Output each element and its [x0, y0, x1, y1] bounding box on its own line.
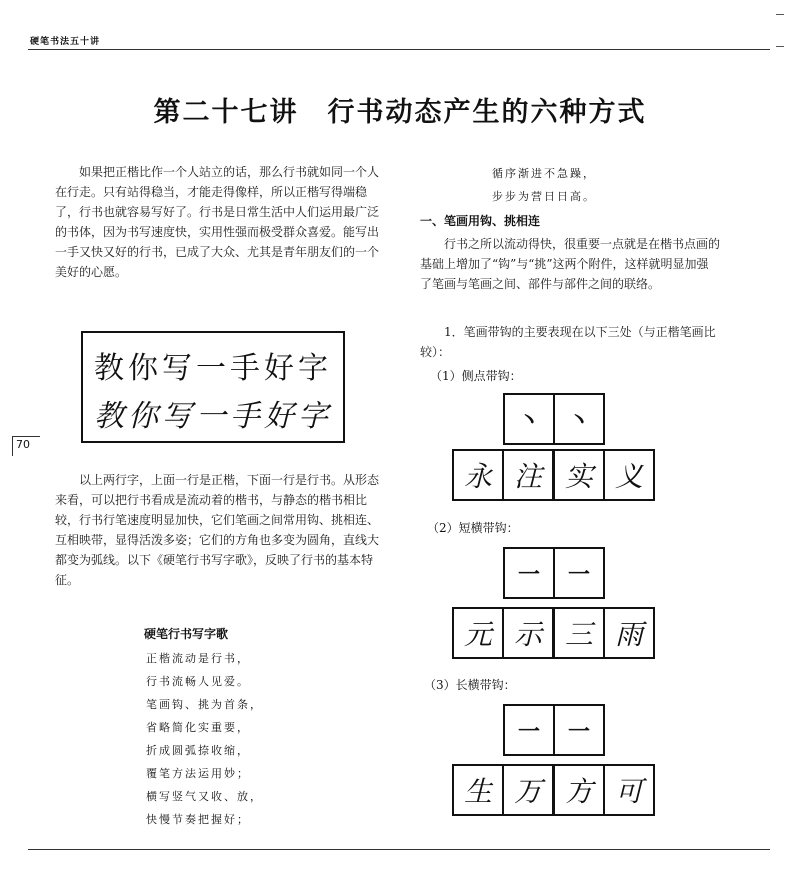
song-line-continued: 步步为营日日高。 [492, 190, 596, 203]
point-1: 1．笔画带钩的主要表现在以下三处（与正楷笔画比较）： [420, 325, 716, 359]
char-cell: 元 [452, 607, 504, 659]
sub-label-short-horizontal: （2）短横带钩： [427, 521, 519, 535]
stroke-cell: 一 [503, 547, 555, 599]
example-regular-script: 教你写一手好字 [94, 351, 332, 386]
page-number: 70 [16, 438, 30, 451]
intro-paragraph: 如果把正楷比作一个人站立的话，那么行书就如同一个人在行走。只有站得稳当，才能走得像样，所以正楷写得端稳了，行书也就容易写好了。行书是日常生活中人们运用最广泛的书体，因为书写速度快，实用性强而极受群众喜爱。能写出一手又快又好的行书，已成了大众、尤其是青年朋友们的一个美好的心愿。 [55, 165, 380, 279]
song-line: 行书流畅人见爱。 [146, 675, 250, 688]
song-line: 快慢节奏把握好； [146, 813, 250, 826]
char-cell: 生 [452, 764, 504, 816]
second-paragraph: 以上两行字，上面一行是正楷，下面一行是行书。从形态来看，可以把行书看成是流动着的楷书，与静态的楷书相比较，行书行笔速度明显加快，它们笔画之间常用钩、挑相连、互相映带，显得活泼多姿；它们的方角也多变为圆角，直线大都变为弧线。以下《硬笔行书写字歌》，反映了行书的基本特征。 [55, 473, 380, 587]
char-cell: 雨 [603, 607, 655, 659]
char-cell: 注 [502, 449, 554, 501]
song-line: 笔画钩、挑为首条， [146, 698, 263, 711]
char-cell: 义 [603, 449, 655, 501]
char-cell: 可 [603, 764, 655, 816]
char-cell: 实 [553, 449, 605, 501]
sub-label-long-horizontal: （3）长横带钩： [424, 678, 516, 692]
section-paragraph: 行书之所以流动得快，很重要一点就是在楷书点画的基础上增加了“钩”与“挑”这两个附件，这样就明显加强了笔画与笔画之间、部件与部件之间的联络。 [420, 237, 721, 291]
example-box [81, 331, 345, 443]
char-cell: 三 [553, 607, 605, 659]
footer-rule [28, 849, 770, 850]
stroke-cell: 一 [503, 704, 555, 756]
song-line: 横写竖气又收、放， [146, 790, 263, 803]
crop-mark [776, 46, 784, 47]
page-title: 第二十七讲 行书动态产生的六种方式 [153, 97, 647, 128]
running-header: 硬笔书法五十讲 [30, 37, 101, 47]
song-title: 硬笔行书写字歌 [144, 627, 229, 641]
song-line: 覆笔方法运用妙； [146, 767, 250, 780]
song-line: 正楷流动是行书， [146, 652, 250, 665]
sub-label-side-dot: （1）侧点带钩： [430, 369, 522, 383]
char-cell: 示 [502, 607, 554, 659]
stroke-cell: 一 [553, 704, 605, 756]
song-line-continued: 循序渐进不急躁， [492, 167, 596, 180]
char-cell: 万 [502, 764, 554, 816]
stroke-cell: 丶 [503, 393, 555, 445]
song-line: 折成圆弧捺收缩， [146, 744, 250, 757]
char-cell: 永 [452, 449, 504, 501]
stroke-cell: 丶 [553, 393, 605, 445]
section-heading: 一、笔画用钩、挑相连 [420, 214, 541, 228]
song-line: 省略简化实重要， [146, 721, 250, 734]
char-cell: 方 [553, 764, 605, 816]
stroke-cell: 一 [553, 547, 605, 599]
example-running-script: 教你写一手好字 [94, 399, 332, 434]
header-rule [28, 49, 770, 50]
crop-mark [776, 14, 784, 15]
